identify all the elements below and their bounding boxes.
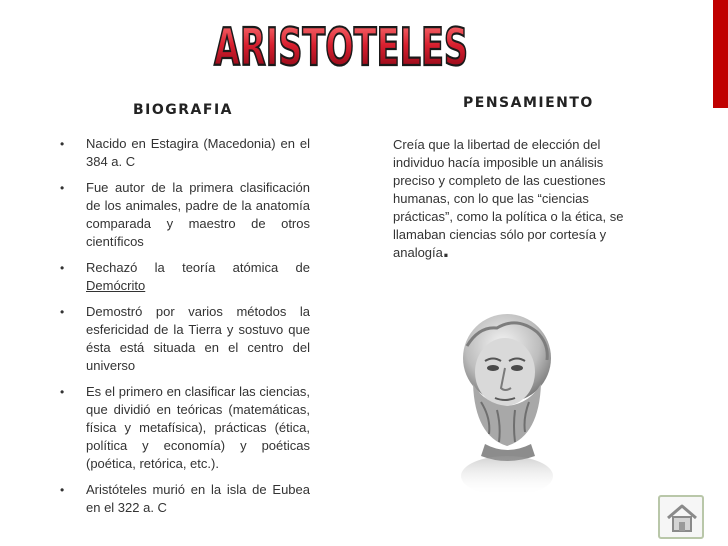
pensamiento-heading: PENSAMIENTO — [463, 95, 594, 111]
list-item — [60, 383, 310, 473]
bullet: • — [60, 385, 65, 399]
list-item — [60, 481, 310, 517]
biografia-list — [60, 135, 310, 525]
list-item — [60, 303, 310, 375]
bullet: • — [60, 305, 65, 319]
list-item-text: Aristóteles murió en la isla de Eubea en el 322 a. C — [86, 482, 310, 515]
bullet: • — [60, 261, 65, 275]
home-icon — [665, 501, 699, 535]
list-item-text: Es el primero en clasificar las ciencias, que dividió en teóricas (matemáticas, física y metafísica), prácticas (ética, política y economía) y poéticas (poética, retórica, etc.). — [86, 384, 310, 471]
pensamiento-text — [393, 136, 641, 262]
list-item-text: Nacido en Estagira (Macedonia) en el 384 a. C — [86, 136, 310, 169]
list-item-text-before: Rechazó la teoría atómica de — [86, 260, 310, 275]
pensamiento-body: Creía que la libertad de elección del individuo hacía imposible un análisis preciso y completo de las cuestiones humanas, con lo que las “ciencias prácticas”, como la política o la ética, se llamaban ciencias sólo por cortesía y analogía — [393, 137, 624, 260]
list-item-text: Fue autor de la primera clasificación de los animales, padre de la anatomía comparada y maestro de otros científicos — [86, 180, 310, 249]
biografia-heading: BIOGRAFIA — [133, 102, 233, 118]
bullet: • — [60, 483, 65, 497]
pensamiento-end-mark: . — [442, 237, 450, 262]
accent-bar — [713, 0, 728, 108]
title-text: ARISTOTELES — [214, 18, 468, 78]
list-item — [60, 179, 310, 251]
bullet: • — [60, 181, 65, 195]
list-item-text: Demostró por varios métodos la esfericidad de la Tierra y sostuvo que ésta está situada en el centro del universo — [86, 304, 310, 373]
list-item — [60, 259, 310, 295]
democrito-link[interactable]: Demócrito — [86, 278, 146, 293]
page-title — [210, 16, 472, 76]
list-item — [60, 135, 310, 171]
bullet: • — [60, 137, 65, 151]
list-item-text — [86, 259, 310, 295]
title-graphic — [210, 16, 472, 76]
home-button[interactable] — [658, 495, 704, 539]
aristotle-bust-image — [445, 306, 575, 496]
